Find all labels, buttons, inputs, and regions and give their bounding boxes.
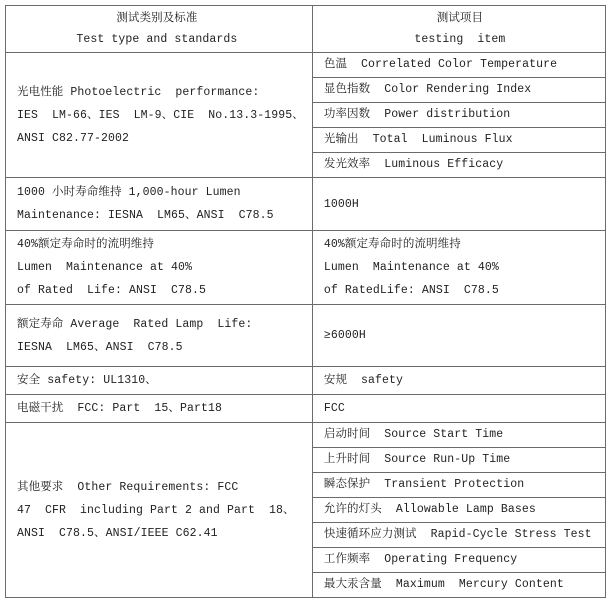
table-row — [6, 231, 606, 305]
test-type-line: IES LM-66、IES LM-9、CIE No.13.3-1995、 — [17, 108, 304, 122]
testing-item-text: 发光效率 Luminous Efficacy — [323, 158, 504, 171]
testing-item-cell — [312, 523, 605, 548]
testing-item-cell — [312, 367, 605, 395]
testing-item-cell — [312, 103, 605, 128]
testing-item-text: 显色指数 Color Rendering Index — [323, 83, 532, 96]
testing-item-text: 启动时间 Source Start Time — [323, 428, 504, 441]
testing-item-cell — [312, 305, 605, 367]
testing-item-cell — [312, 395, 605, 423]
testing-item-line: ≥6000H — [323, 329, 366, 342]
header-test-type-cn: 测试类别及标准 — [116, 12, 198, 25]
header-test-type-en: Test type and standards — [76, 33, 238, 46]
testing-item-text: 瞬态保护 Transient Protection — [323, 478, 525, 491]
table-row — [6, 367, 606, 395]
testing-item-text: 功率因数 Power distribution — [323, 108, 511, 121]
testing-item-line: Lumen Maintenance at 40% — [323, 261, 499, 274]
testing-item-text: 快速循环应力测试 Rapid-Cycle Stress Test — [323, 528, 592, 541]
table-row — [6, 178, 606, 231]
test-type-line: Lumen Maintenance at 40% — [17, 261, 193, 274]
testing-item-cell — [312, 178, 605, 231]
testing-item-cell — [312, 53, 605, 78]
test-type-line: 安全 safety: UL1310、 — [17, 374, 157, 387]
test-type-cell — [6, 53, 313, 178]
testing-item-cell — [312, 548, 605, 573]
table-body — [6, 6, 606, 598]
test-type-cell — [6, 367, 313, 395]
test-type-cell — [6, 231, 313, 305]
test-type-line: ANSI C82.77-2002 — [17, 131, 130, 145]
test-type-line: 光电性能 Photoelectric performance: — [17, 85, 260, 99]
test-type-cell — [6, 305, 313, 367]
test-type-cell — [6, 395, 313, 423]
testing-item-cell — [312, 78, 605, 103]
testing-item-text: 光输出 Total Luminous Flux — [323, 133, 513, 146]
testing-item-line: 40%额定寿命时的流明维持 — [323, 238, 461, 251]
test-type-line: of Rated Life: ANSI C78.5 — [17, 284, 207, 297]
testing-item-line: 1000H — [323, 197, 359, 211]
test-type-line: 1000 小时寿命维持 1,000-hour Lumen — [17, 186, 241, 199]
testing-item-line: 安规 safety — [323, 374, 404, 387]
header-testing-item-en: testing item — [414, 33, 506, 46]
testing-item-cell — [312, 573, 605, 598]
table-row — [6, 53, 606, 78]
table-row — [6, 423, 606, 448]
table-header-row — [6, 6, 606, 53]
header-testing-item-cn: 测试项目 — [436, 12, 484, 25]
testing-item-cell — [312, 423, 605, 448]
testing-item-text: 最大汞含量 Maximum Mercury Content — [323, 578, 564, 591]
test-type-line: 额定寿命 Average Rated Lamp Life: — [17, 317, 253, 331]
test-type-cell — [6, 423, 313, 598]
testing-item-text: 允许的灯头 Allowable Lamp Bases — [323, 503, 536, 516]
testing-item-line: of RatedLife: ANSI C78.5 — [323, 284, 499, 297]
test-type-line: 其他要求 Other Requirements: FCC — [17, 480, 239, 494]
test-type-line: IESNA LM65、ANSI C78.5 — [17, 340, 183, 354]
test-type-line: Maintenance: IESNA LM65、ANSI C78.5 — [17, 209, 274, 222]
test-type-line: 47 CFR including Part 2 and Part 18、 — [17, 503, 295, 517]
test-type-line: 电磁干扰 FCC: Part 15、Part18 — [17, 402, 223, 415]
testing-item-cell — [312, 498, 605, 523]
testing-item-text: 工作频率 Operating Frequency — [323, 553, 518, 566]
header-test-type — [6, 6, 313, 53]
test-type-cell — [6, 178, 313, 231]
table-row — [6, 395, 606, 423]
testing-item-cell — [312, 231, 605, 305]
testing-item-text: 上升时间 Source Run-Up Time — [323, 453, 511, 466]
test-type-line: ANSI C78.5、ANSI/IEEE C62.41 — [17, 526, 218, 540]
test-type-line: 40%额定寿命时的流明维持 — [17, 238, 155, 251]
testing-item-cell — [312, 473, 605, 498]
header-testing-item — [312, 6, 605, 53]
test-standards-table — [5, 5, 606, 598]
table-row — [6, 305, 606, 367]
testing-item-text: 色温 Correlated Color Temperature — [323, 58, 558, 71]
testing-item-cell — [312, 448, 605, 473]
testing-item-line: FCC — [323, 402, 345, 415]
testing-item-cell — [312, 153, 605, 178]
testing-item-cell — [312, 128, 605, 153]
